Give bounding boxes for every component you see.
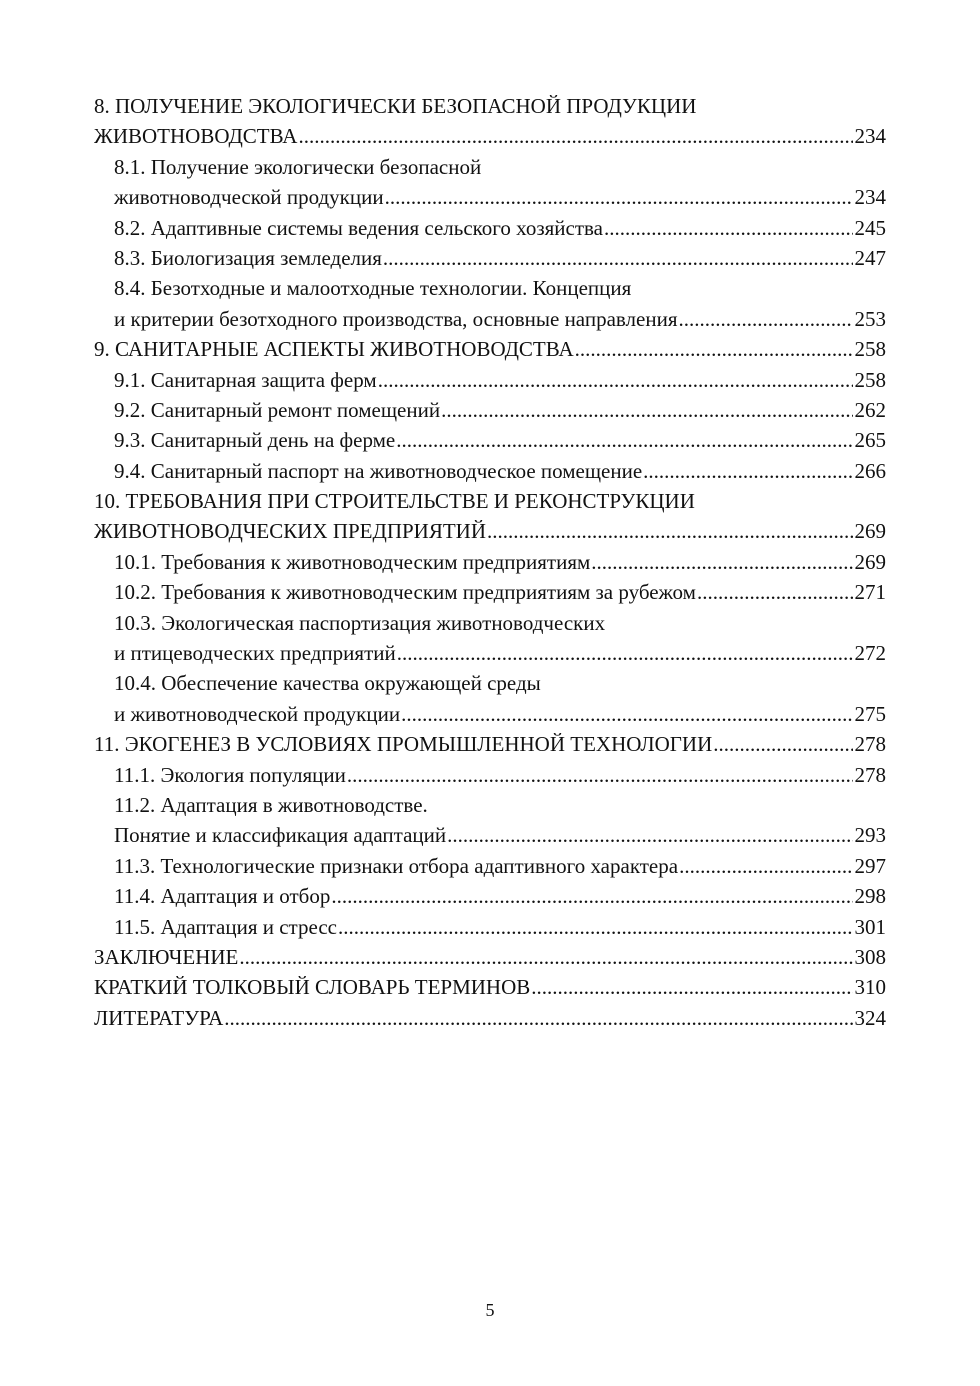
toc-section (94, 760, 886, 790)
toc-title-text: 8.1. Получение экологически безопасной (114, 154, 482, 179)
toc-page-number: 262 (854, 397, 886, 422)
toc-title-text: 10.3. Экологическая паспортизация животноводческих (114, 610, 606, 635)
toc-section (94, 547, 886, 577)
toc-leader-line (114, 638, 886, 668)
toc-section (94, 425, 886, 455)
dot-leader (531, 972, 852, 1002)
dot-leader (678, 304, 852, 334)
toc-title-text: 11.1. Экология популяции (114, 762, 346, 787)
toc-page-number: 258 (854, 337, 886, 362)
toc-title-text: 9. САНИТАРНЫЕ АСПЕКТЫ ЖИВОТНОВОДСТВА (94, 337, 574, 362)
toc-page-number: 265 (854, 428, 886, 453)
toc-title-text: 8.2. Адаптивные системы ведения сельского хозяйства (114, 215, 603, 240)
dot-leader (643, 456, 852, 486)
dot-leader (224, 1003, 852, 1033)
toc-page-number: 266 (854, 458, 886, 483)
dot-leader (679, 851, 852, 881)
toc-title-text: 8.3. Биологизация земледелия (114, 245, 382, 270)
toc-leader-line (114, 881, 886, 911)
toc-title-text: 9.4. Санитарный паспорт на животноводческое помещение (114, 458, 643, 483)
toc-leader-line (114, 395, 886, 425)
toc-leader-line (114, 851, 886, 881)
dot-leader (441, 395, 852, 425)
toc-title-text: 9.3. Санитарный день на ферме (114, 428, 396, 453)
toc-leader-line (94, 121, 886, 151)
dot-leader (575, 334, 853, 364)
dot-leader (383, 243, 853, 273)
toc-title-text: и критерии безотходного производства, основные направления (114, 306, 678, 331)
toc-leader-line (114, 456, 886, 486)
toc-title-text: 10. ТРЕБОВАНИЯ ПРИ СТРОИТЕЛЬСТВЕ И РЕКОНСТРУКЦИИ (94, 489, 695, 514)
toc-leader-line (94, 729, 886, 759)
dot-leader (385, 182, 853, 212)
toc-title-text: КРАТКИЙ ТОЛКОВЫЙ СЛОВАРЬ ТЕРМИНОВ (94, 975, 531, 1000)
toc-page-number: 234 (854, 124, 886, 149)
toc-section (94, 608, 886, 669)
dot-leader (447, 820, 852, 850)
toc-title-text: 11.2. Адаптация в животноводстве. (114, 792, 428, 817)
toc-section (94, 668, 886, 729)
toc-page-number: 272 (854, 641, 886, 666)
toc-title-text: 11.4. Адаптация и отбор (114, 884, 331, 909)
toc-section (94, 881, 886, 911)
toc-chapter (94, 972, 886, 1002)
dot-leader (347, 760, 853, 790)
toc-leader-line (94, 516, 886, 546)
toc-leader-line (114, 182, 886, 212)
dot-leader (298, 121, 852, 151)
toc-page-number: 278 (854, 762, 886, 787)
dot-leader (331, 881, 852, 911)
toc-leader-line (94, 942, 886, 972)
toc-page-number: 298 (854, 884, 886, 909)
toc-title-text: 10.4. Обеспечение качества окружающей среды (114, 671, 541, 696)
dot-leader (697, 577, 853, 607)
dot-leader (401, 699, 852, 729)
toc-page-number: 269 (854, 519, 886, 544)
toc-section (94, 395, 886, 425)
page-number: 5 (485, 1300, 495, 1320)
toc-leader-line (114, 365, 886, 395)
toc-page-number: 234 (854, 185, 886, 210)
dot-leader (378, 365, 853, 395)
toc-leader-line (114, 820, 886, 850)
dot-leader (604, 213, 853, 243)
toc-chapter (94, 942, 886, 972)
toc-title-line (114, 608, 886, 638)
toc-title-line (114, 790, 886, 820)
toc-title-text: ЗАКЛЮЧЕНИЕ (94, 944, 239, 969)
dot-leader (487, 516, 852, 546)
toc-section (94, 790, 886, 851)
toc-chapter (94, 1003, 886, 1033)
toc-title-text: ЛИТЕРАТУРА (94, 1005, 224, 1030)
toc-leader-line (94, 334, 886, 364)
toc-title-text: 8. ПОЛУЧЕНИЕ ЭКОЛОГИЧЕСКИ БЕЗОПАСНОЙ ПРОДУКЦИИ (94, 94, 697, 118)
toc-title-line (114, 273, 886, 303)
toc-title-line (94, 91, 886, 121)
toc-page-number: 310 (854, 975, 886, 1000)
toc-chapter (94, 91, 886, 152)
toc-section (94, 152, 886, 213)
dot-leader (713, 729, 852, 759)
table-of-contents (94, 91, 886, 1033)
toc-title-text: 9.2. Санитарный ремонт помещений (114, 397, 441, 422)
toc-title-line (114, 668, 886, 698)
toc-page-number: 324 (854, 1005, 886, 1030)
toc-page-number: 301 (854, 914, 886, 939)
toc-leader-line (114, 912, 886, 942)
toc-leader-line (114, 699, 886, 729)
toc-leader-line (94, 972, 886, 1002)
toc-title-text: 11.5. Адаптация и стресс (114, 914, 337, 939)
toc-title-text: 10.1. Требования к животноводческим предприятиям (114, 549, 591, 574)
toc-title-text: 11. ЭКОГЕНЕЗ В УСЛОВИЯХ ПРОМЫШЛЕННОЙ ТЕХНОЛОГИИ (94, 732, 713, 757)
toc-leader-line (94, 1003, 886, 1033)
toc-title-text: 11.3. Технологические признаки отбора адаптивного характера (114, 853, 679, 878)
toc-title-text: ЖИВОТНОВОДСТВА (94, 124, 298, 149)
toc-title-line (114, 152, 886, 182)
toc-section (94, 365, 886, 395)
toc-leader-line (114, 760, 886, 790)
toc-title-line (94, 486, 886, 516)
toc-title-text: и птицеводческих предприятий (114, 641, 396, 666)
toc-page-number: 308 (854, 944, 886, 969)
toc-title-text: 8.4. Безотходные и малоотходные технологии. Концепция (114, 276, 632, 301)
toc-leader-line (114, 425, 886, 455)
toc-title-text: и животноводческой продукции (114, 701, 401, 726)
toc-page-number: 247 (854, 245, 886, 270)
dot-leader (397, 638, 853, 668)
toc-page-number: 245 (854, 215, 886, 240)
toc-section (94, 577, 886, 607)
toc-page-number: 258 (854, 367, 886, 392)
toc-title-text: 10.2. Требования к животноводческим предприятиям за рубежом (114, 580, 696, 605)
toc-leader-line (114, 304, 886, 334)
dot-leader (239, 942, 852, 972)
toc-page-number: 275 (854, 701, 886, 726)
toc-leader-line (114, 577, 886, 607)
toc-page-number: 253 (854, 306, 886, 331)
toc-page-number: 269 (854, 549, 886, 574)
toc-page-number: 293 (854, 823, 886, 848)
toc-page-number: 297 (854, 853, 886, 878)
toc-chapter (94, 334, 886, 364)
toc-leader-line (114, 213, 886, 243)
toc-page-number: 278 (854, 732, 886, 757)
toc-section (94, 243, 886, 273)
toc-section (94, 851, 886, 881)
toc-title-text: Понятие и классификация адаптаций (114, 823, 447, 848)
toc-leader-line (114, 547, 886, 577)
dot-leader (591, 547, 852, 577)
toc-section (94, 912, 886, 942)
toc-section (94, 213, 886, 243)
toc-chapter (94, 486, 886, 547)
toc-section (94, 273, 886, 334)
dot-leader (396, 425, 852, 455)
toc-title-text: 9.1. Санитарная защита ферм (114, 367, 377, 392)
toc-title-text: ЖИВОТНОВОДЧЕСКИХ ПРЕДПРИЯТИЙ (94, 519, 487, 544)
toc-leader-line (114, 243, 886, 273)
toc-page-number: 271 (854, 580, 886, 605)
toc-chapter (94, 729, 886, 759)
toc-title-text: животноводческой продукции (114, 185, 384, 210)
dot-leader (338, 912, 853, 942)
toc-section (94, 456, 886, 486)
